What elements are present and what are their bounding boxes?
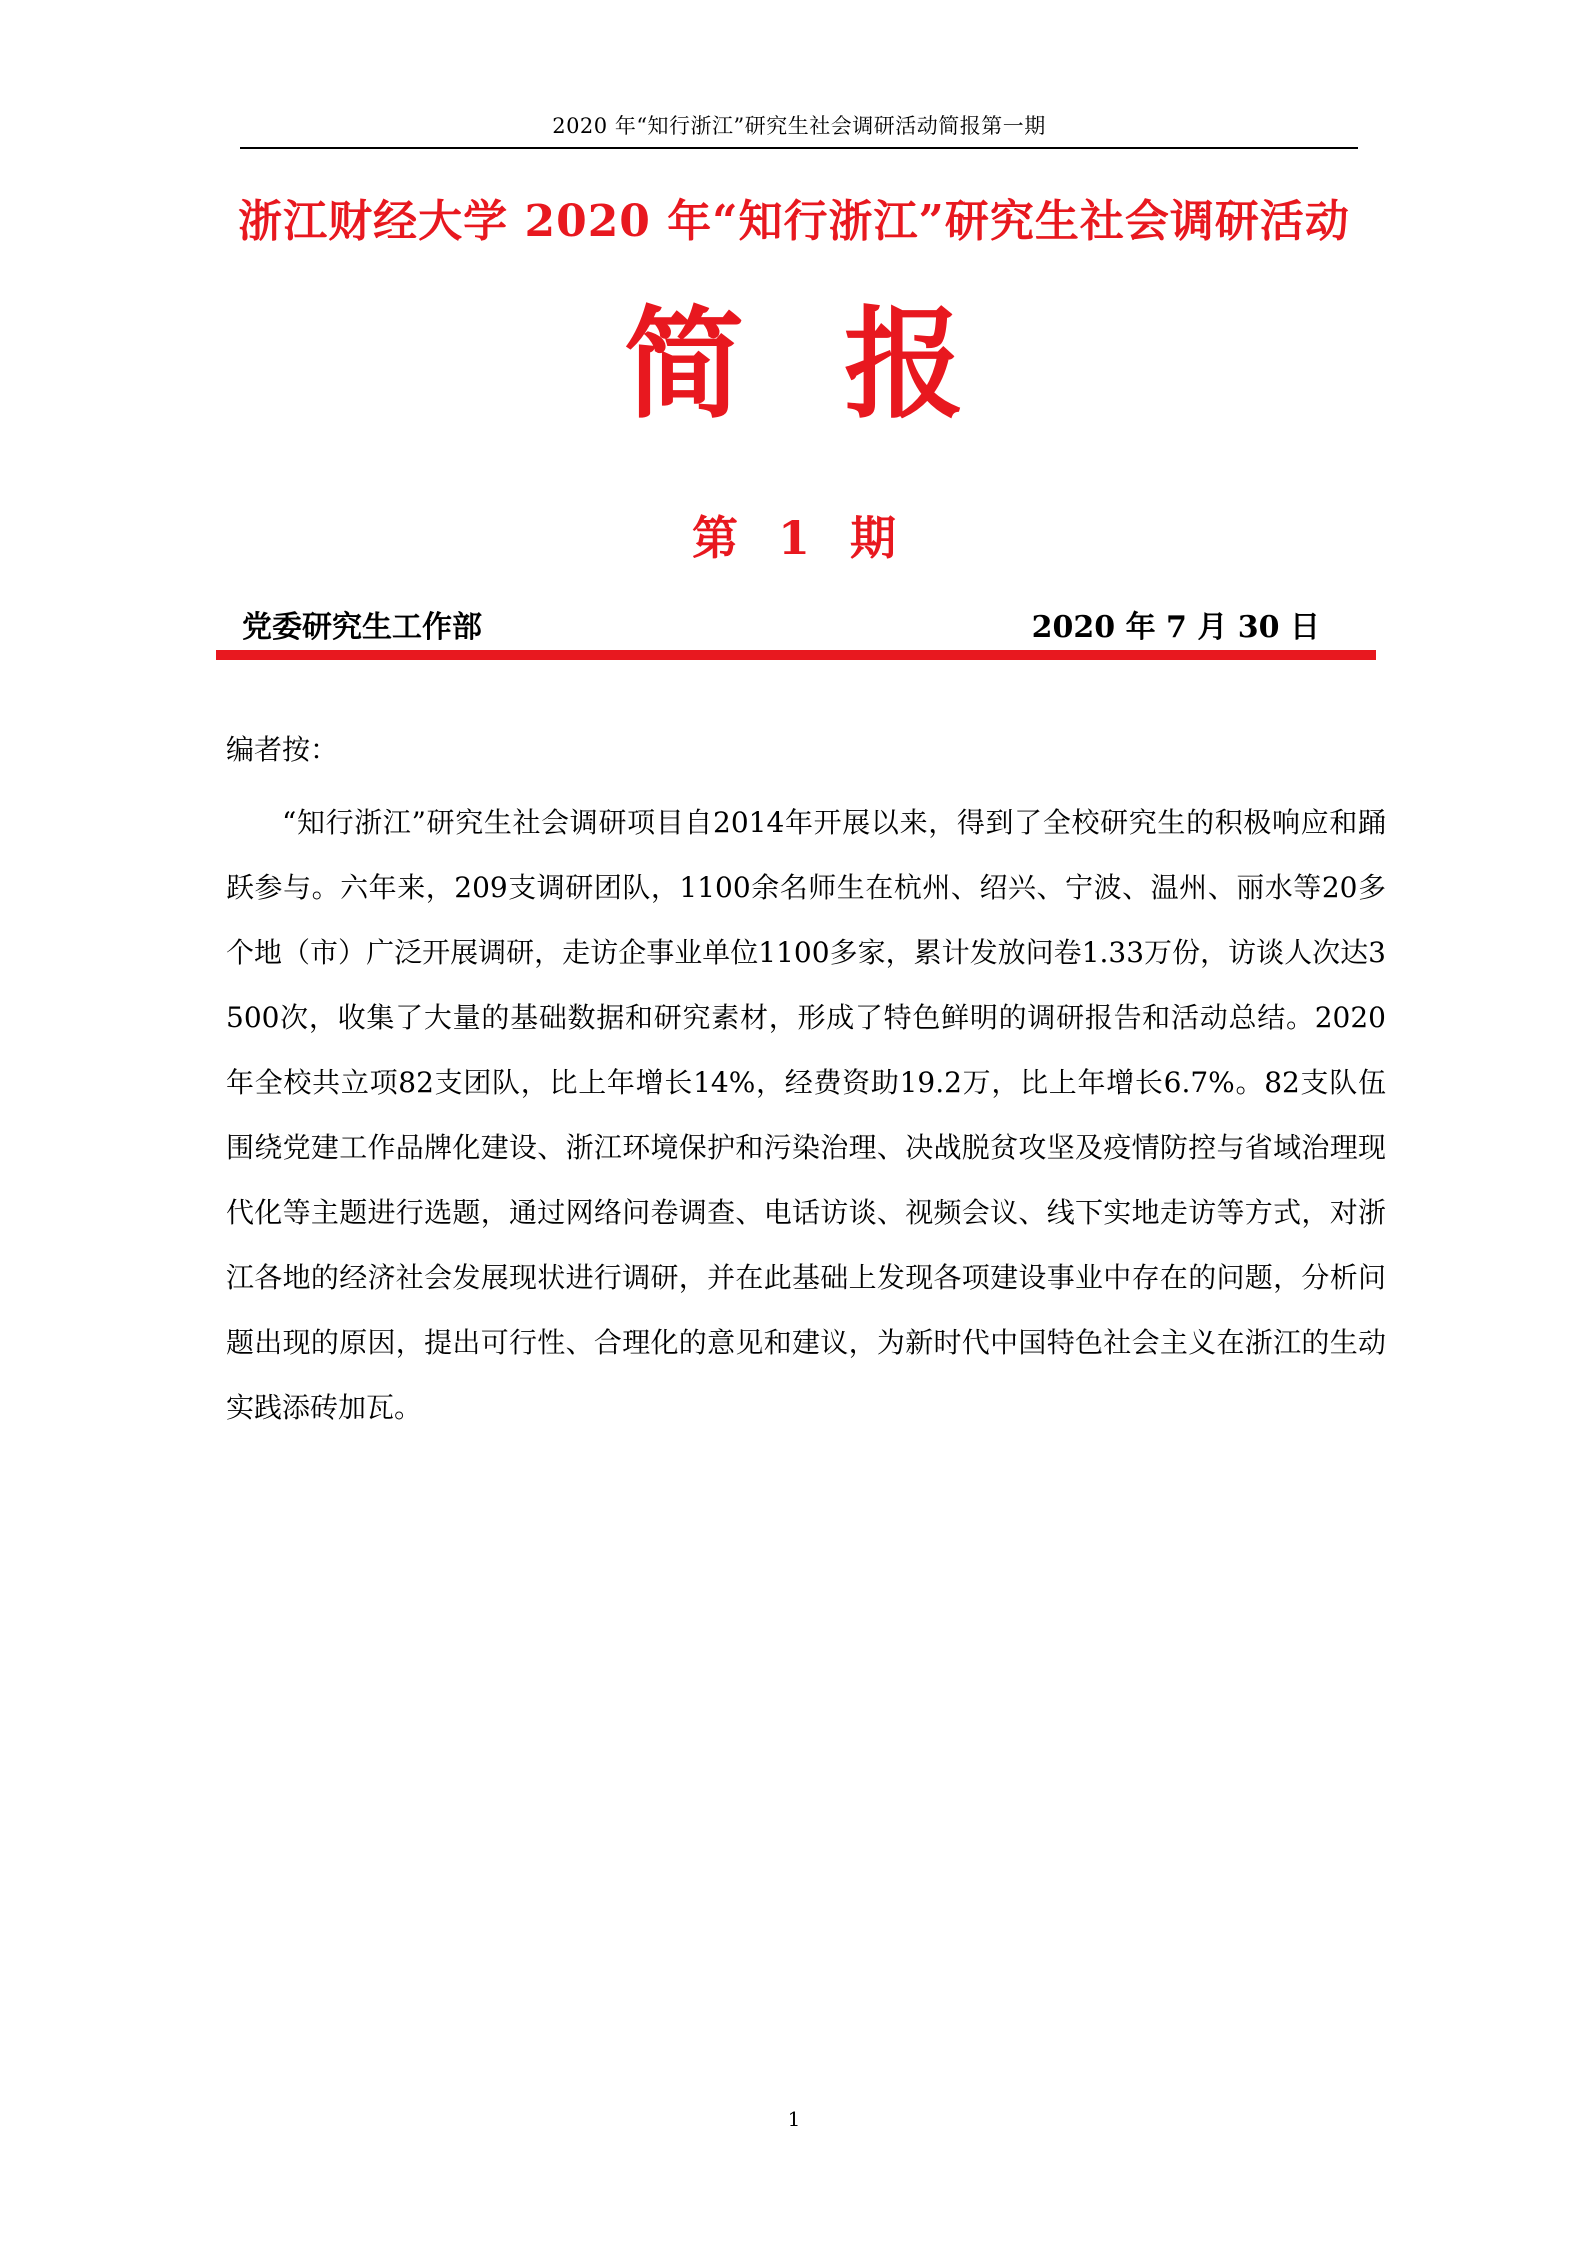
- issue-date: 2020 年 7 月 30 日: [1031, 610, 1320, 645]
- running-header: 2020 年“知行浙江”研究生社会调研活动简报第一期: [552, 114, 1046, 138]
- page-number: 1: [787, 2107, 801, 2131]
- issue-number: 第 1 期: [691, 511, 909, 565]
- header-rule: [240, 147, 1358, 149]
- issuer: 党委研究生工作部: [242, 610, 482, 645]
- editor-note-paragraph: “知行浙江”研究生社会调研项目自2014年开展以来，得到了全校研究生的积极响应和踊跃参与。六年来，209支调研团队，1100余名师生在杭州、绍兴、宁波、温州、丽水等20多个地（市）广泛开展调研，走访企事业单位1100多家，累计发放问卷1.33万份，访谈人次达3500次，收集了大量的基础数据和研究素材，形成了特色鲜明的调研报告和活动总结。2020年全校共立项82支团队，比上年增长14%，经费资助19.2万，比上年增长6.7%。82支队伍围绕党建工作品牌化建设、浙江环境保护和污染治理、决战脱贫攻坚及疫情防控与省域治理现代化等主题进行选题，通过网络问卷调查、电话访谈、视频会议、线下实地走访等方式，对浙江各地的经济社会发展现状进行调研，并在此基础上发现各项建设事业中存在的问题，分析问题出现的原因，提出可行性、合理化的意见和建议，为新时代中国特色社会主义在浙江的生动实践添砖加瓦。: [226, 806, 1386, 1424]
- editor-note-label: 编者按：: [226, 733, 339, 766]
- red-divider-rule: [216, 650, 1376, 660]
- brief-title: 简报: [624, 294, 1064, 435]
- main-title: 浙江财经大学 2020 年“知行浙江”研究生社会调研活动: [238, 196, 1350, 247]
